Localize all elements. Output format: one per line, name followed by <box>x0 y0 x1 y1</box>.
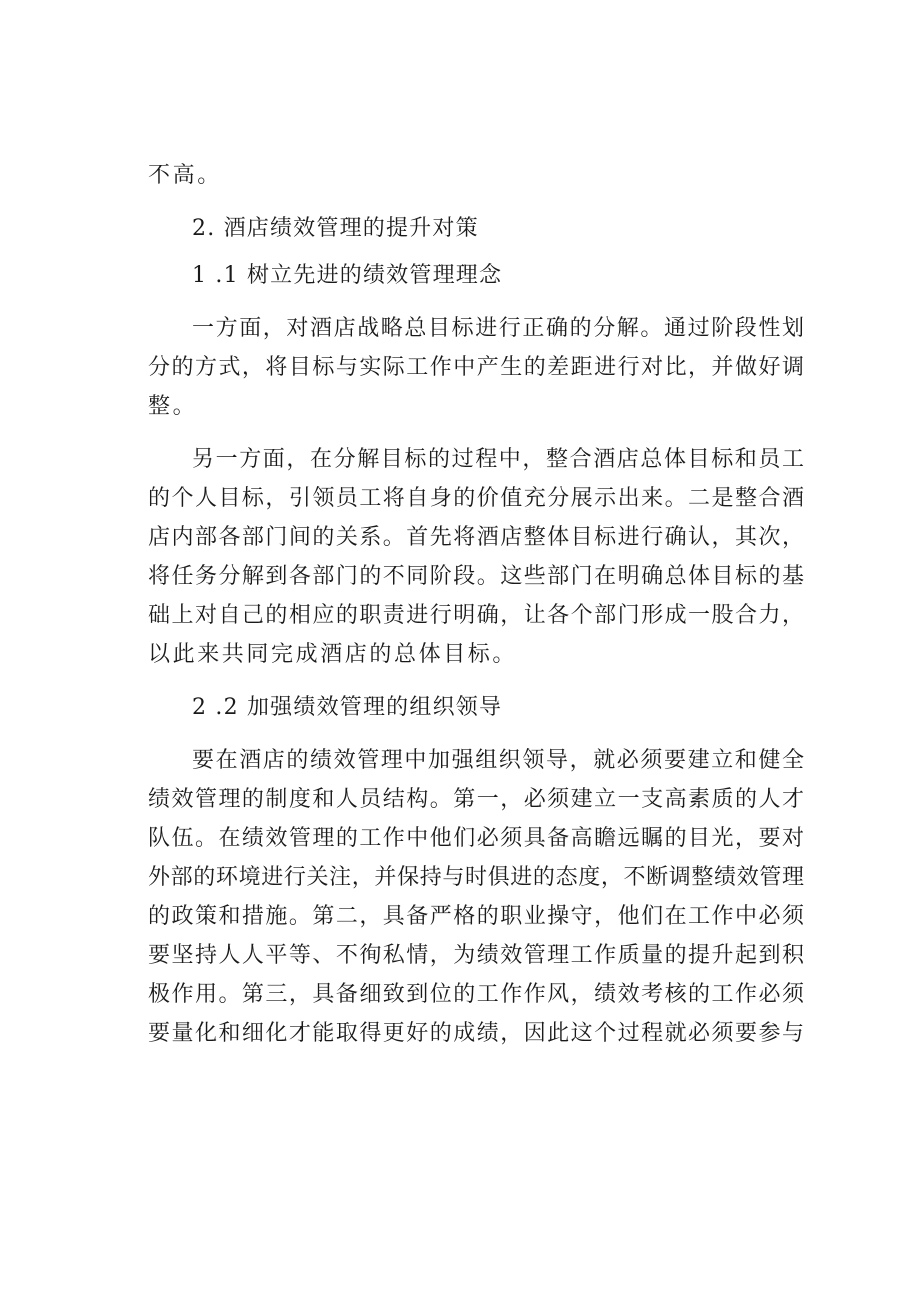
subsection-heading: 2 .2 加强绩效管理的组织领导 <box>192 695 503 720</box>
paragraph-line: 整。 <box>148 394 198 419</box>
subsection-heading: 1 .1 树立先进的绩效管理理念 <box>192 263 503 288</box>
paragraph <box>148 309 804 426</box>
paragraph-line: 要坚持人人平等、不徇私情，为绩效管理工作质量的提升起到积 <box>148 943 804 968</box>
paragraph-line: 一方面，对酒店战略总目标进行正确的分解。通过阶段性划 <box>192 316 804 341</box>
paragraph-line: 队伍。在绩效管理的工作中他们必须具备高瞻远瞩的目光，要对 <box>148 826 804 851</box>
paragraph-line: 另一方面，在分解目标的过程中，整合酒店总体目标和员工 <box>192 447 804 472</box>
paragraph-line: 店内部各部门间的关系。首先将酒店整体目标进行确认，其次， <box>148 525 804 550</box>
paragraph-line: 分的方式，将目标与实际工作中产生的差距进行对比，并做好调 <box>148 355 804 380</box>
paragraph-line: 要在酒店的绩效管理中加强组织领导，就必须要建立和健全 <box>192 748 804 773</box>
paragraph <box>148 440 804 674</box>
paragraph-line: 将任务分解到各部门的不同阶段。这些部门在明确总体目标的基 <box>148 564 804 589</box>
paragraph-line: 要量化和细化才能取得更好的成绩，因此这个过程就必须要参与 <box>148 1021 804 1046</box>
paragraph-line: 的政策和措施。第二，具备严格的职业操守，他们在工作中必须 <box>148 904 804 929</box>
paragraph-line: 绩效管理的制度和人员结构。第一，必须建立一支高素质的人才 <box>148 787 804 812</box>
paragraph-line: 的个人目标，引领员工将自身的价值充分展示出来。二是整合酒 <box>148 486 804 511</box>
paragraph-line: 极作用。第三，具备细致到位的工作作风，绩效考核的工作必须 <box>148 982 804 1007</box>
text-line: 不高。 <box>148 163 222 188</box>
section-heading: 2. 酒店绩效管理的提升对策 <box>192 216 479 241</box>
paragraph-line: 外部的环境进行关注，并保持与时俱进的态度，不断调整绩效管理 <box>148 865 804 890</box>
paragraph-line: 础上对自己的相应的职责进行明确，让各个部门形成一股合力， <box>148 603 804 628</box>
paragraph-line: 以此来共同完成酒店的总体目标。 <box>148 642 518 667</box>
paragraph <box>148 741 804 1053</box>
document-page <box>148 156 804 1053</box>
